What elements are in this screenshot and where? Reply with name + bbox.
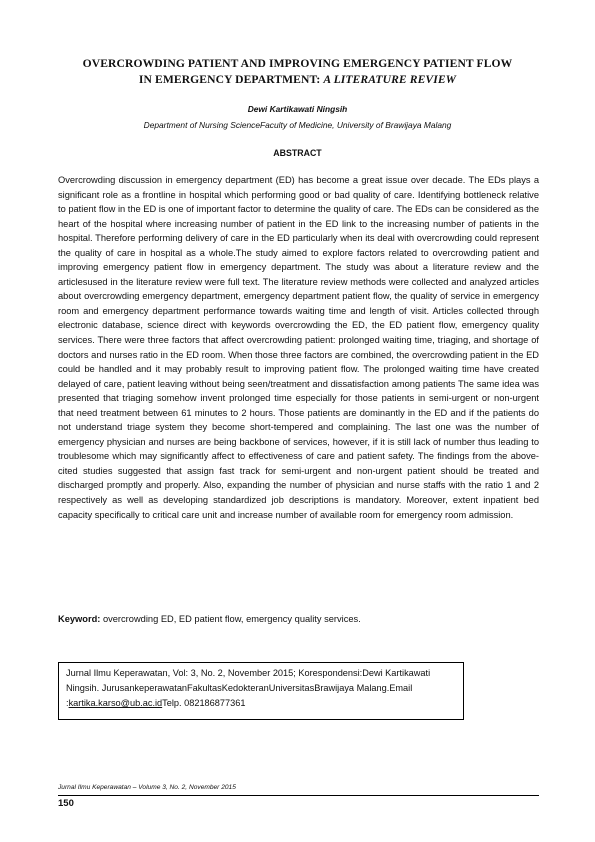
title-line-2-italic: A LITERATURE REVIEW — [323, 73, 457, 86]
correspondence-box — [58, 662, 464, 720]
page-number: 150 — [58, 798, 74, 809]
keywords — [58, 614, 539, 624]
abstract-body: Overcrowding discussion in emergency department (ED) has become a great issue over decade. The EDs plays a significant role as a frontline in hospital which performing good or bad quality of care. Identifying bottleneck relative to patient flow in the ED is one of important factor to determine the quality of care. The EDs can be considered as the heart of the hospital where increasing number of patient in the ED link to the increasing number of patients in the hospital. Therefore performing delivery of care in the ED particularly when its deal with overcrowding could represent the quality of care in hospital as a whole.The study aimed to explore factors related to overcrowding patient and improving emergency patient flow in emergency department. The study was about a literature review and the articlesused in the literature review were full text. The literature review methods were collected and analyzed articles about overcrowding emergency department, emergency department patient flow, the quality of service in emergency room and emergency department performance towards waiting time and length of visit. Articles collected through electronic database, science direct with keywords overcrowding the ED, the ED patient flow, emergency quality services. There were three factors that affect overcrowding patient: prolonged waiting time, triaging, and shortage of doctors and nurses ratio in the ED room. When those three factors are combined, the overcrowding patient in the ED could be handled and it may probably result to improving patient flow. The prolonged waiting time have created delayed of care, patient leaving without being seen/treatment and dissatisfaction among patients The same idea was presented that triaging somehow invent prolonged time especially for those patients in semi-urgent or non-urgent that need treatment between 61 minutes to 2 hours. Those patients are dominantly in the ED and if the patients do not understand triage system they become short-tempered and complaining. The last one was the number of emergency physician and nurses are being backbone of services, however, if it is still lack of number thus leading to troublesome which may significantly affect to effectiveness of care and patient safety. The findings from the above-cited studies suggested that assign fast track for semi-urgent and non-urgent patient should be treated and discharged promptly and properly. Also, expanding the number of physician and nurse staffs with the ratio 1 and 2 respectively as well as developing standardized job descriptions is mandatory. Moreover, extent inpatient bed capacity specifically to critical care unit and increase number of available room for emergency room admission. — [58, 175, 539, 520]
email-prefix: : — [66, 698, 69, 708]
email-link[interactable]: kartika.karso@ub.ac.id — [68, 698, 163, 708]
correspondence-line-3 — [66, 696, 456, 711]
abstract-heading: ABSTRACT — [273, 148, 322, 158]
author-affiliation: Department of Nursing ScienceFaculty of Medicine, University of Brawijaya Malang — [143, 120, 452, 130]
correspondence-line-1: Jurnal Ilmu Keperawatan, Vol: 3, No. 2, November 2015; Korespondensi:Dewi Kartikawati — [66, 668, 431, 678]
paper-title — [50, 56, 545, 88]
footer-journal-citation: Jurnal Ilmu Keperawatan – Volume 3, No. 2, November 2015 — [58, 784, 236, 791]
title-line-1: OVERCROWDING PATIENT AND IMPROVING EMERGENCY PATIENT FLOW — [82, 57, 513, 70]
correspondence-line-2: Ningsih. JurusankeperawatanFakultasKedokteranUniversitasBrawijaya Malang.Email — [66, 683, 413, 693]
keyword-label: Keyword: — [58, 614, 101, 624]
footer-divider — [58, 795, 539, 796]
title-line-2-main: IN EMERGENCY DEPARTMENT: — [138, 73, 324, 86]
keyword-text: overcrowding ED, ED patient flow, emergency quality services. — [100, 614, 361, 624]
phone-number: Telp. 082186877361 — [162, 698, 246, 708]
author-name: Dewi Kartikawati Ningsih — [247, 104, 348, 114]
title-line-2 — [50, 72, 545, 88]
